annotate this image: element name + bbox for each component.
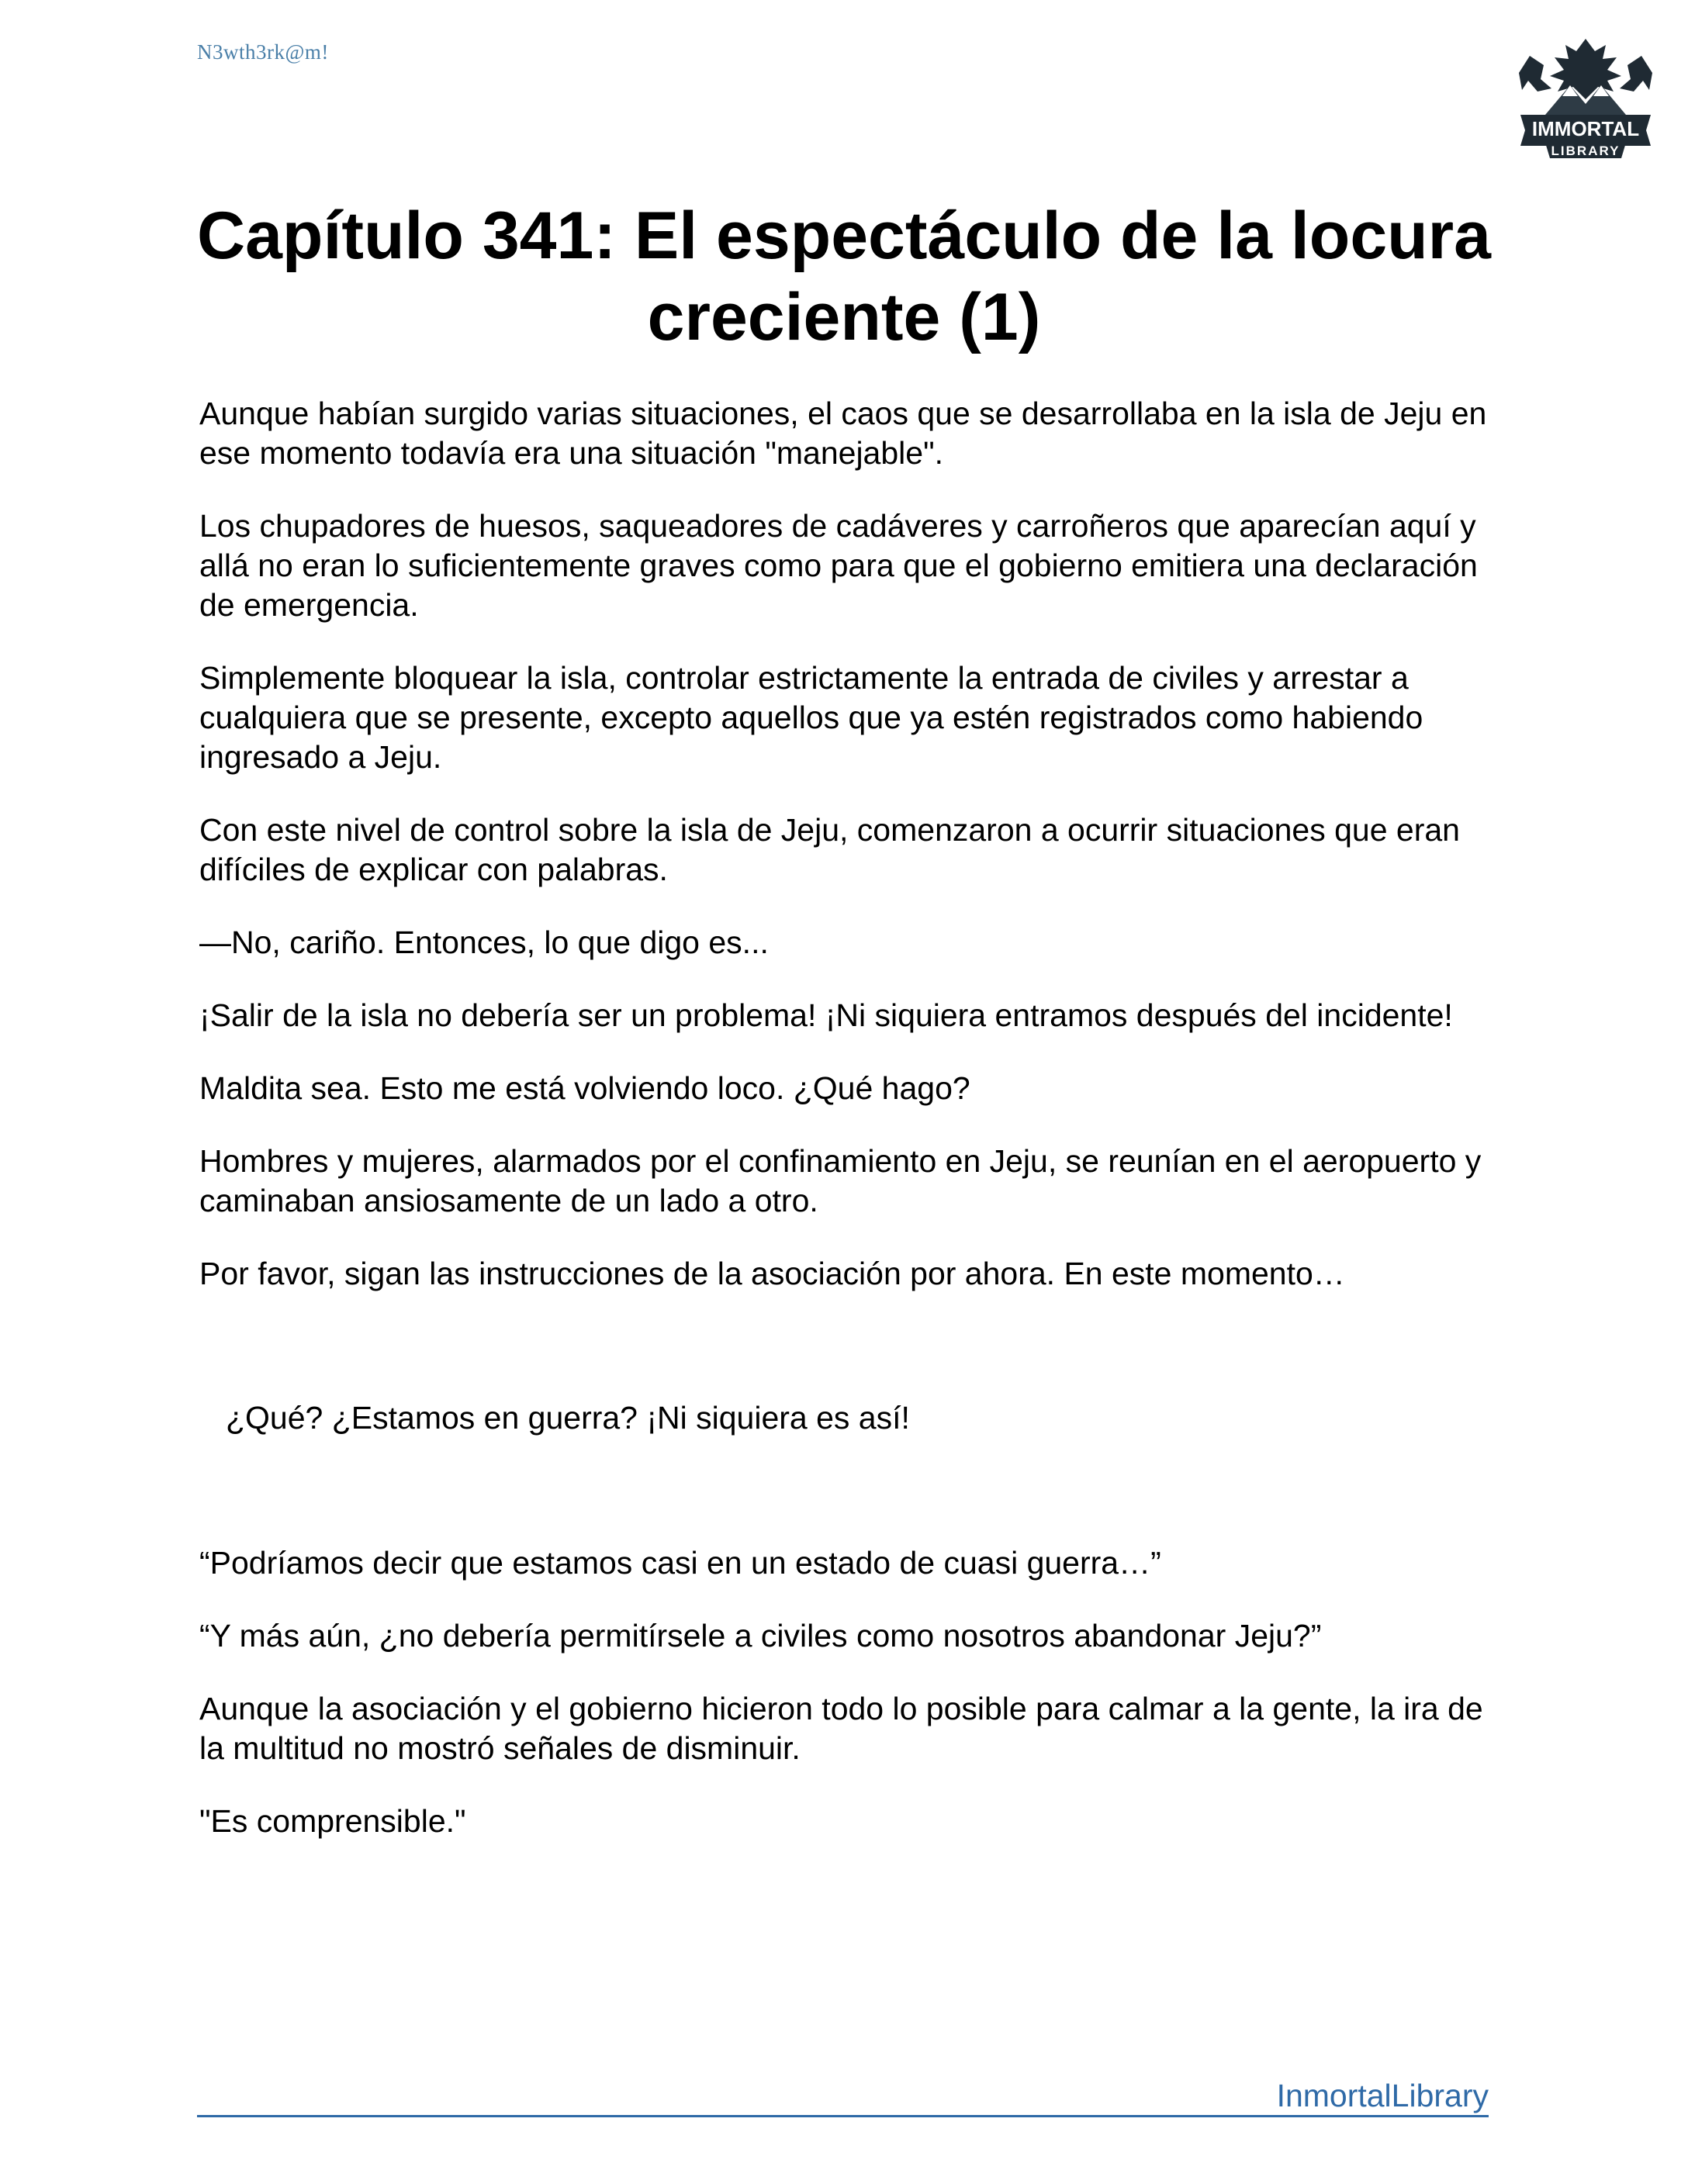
paragraph: Aunque la asociación y el gobierno hicieron todo lo posible para calmar a la gente, la ira de la multitud no mostró señales de disminuir. bbox=[199, 1691, 1483, 1766]
paragraph: ¡Salir de la isla no debería ser un problema! ¡Ni siquiera entramos después del incidente! bbox=[199, 997, 1453, 1033]
footer bbox=[197, 2076, 1489, 2117]
chapter-body bbox=[199, 394, 1503, 1875]
logo-line2: LIBRARY bbox=[1551, 143, 1621, 158]
paragraph: "Es comprensible." bbox=[199, 1803, 466, 1839]
paragraph: ¿Qué? ¿Estamos en guerra? ¡Ni siquiera es así! bbox=[226, 1400, 910, 1436]
paragraph: “Y más aún, ¿no debería permitírsele a civiles como nosotros abandonar Jeju?” bbox=[199, 1618, 1322, 1654]
footer-link[interactable]: InmortalLibrary bbox=[1276, 2078, 1489, 2113]
paragraph: Por favor, sigan las instrucciones de la asociación por ahora. En este momento… bbox=[199, 1256, 1345, 1291]
paragraph: —No, cariño. Entonces, lo que digo es... bbox=[199, 924, 769, 960]
paragraph: Maldita sea. Esto me está volviendo loco. ¿Qué hago? bbox=[199, 1070, 970, 1106]
paragraph: Hombres y mujeres, alarmados por el confinamiento en Jeju, se reunían en el aeropuerto y caminaban ansiosamente de un lado a otro. bbox=[199, 1143, 1482, 1218]
immortal-library-logo bbox=[1514, 34, 1657, 166]
chapter-title: Capítulo 341: El espectáculo de la locura creciente (1) bbox=[197, 199, 1491, 354]
paragraph: Aunque habían surgido varias situaciones, el caos que se desarrollaba en la isla de Jeju en ese momento todavía era una situación "manejable". bbox=[199, 396, 1487, 471]
logo-line1: IMMORTAL bbox=[1531, 117, 1640, 140]
paragraph: Simplemente bloquear la isla, controlar estrictamente la entrada de civiles y arrestar a cualquiera que se presente, excepto aquellos que ya estén registrados como habiendo ingresado a Jeju. bbox=[199, 660, 1423, 775]
watermark-text: N3wth3rk@m! bbox=[197, 40, 329, 64]
logo-icon bbox=[1514, 34, 1657, 166]
paragraph: “Podríamos decir que estamos casi en un estado de cuasi guerra…” bbox=[199, 1545, 1161, 1581]
paragraph: Los chupadores de huesos, saqueadores de cadáveres y carroñeros que aparecían aquí y allá no eran lo suficientemente graves como para que el gobierno emitiera una declaración de emergencia. bbox=[199, 508, 1478, 623]
paragraph: Con este nivel de control sobre la isla de Jeju, comenzaron a ocurrir situaciones que eran difíciles de explicar con palabras. bbox=[199, 812, 1460, 887]
